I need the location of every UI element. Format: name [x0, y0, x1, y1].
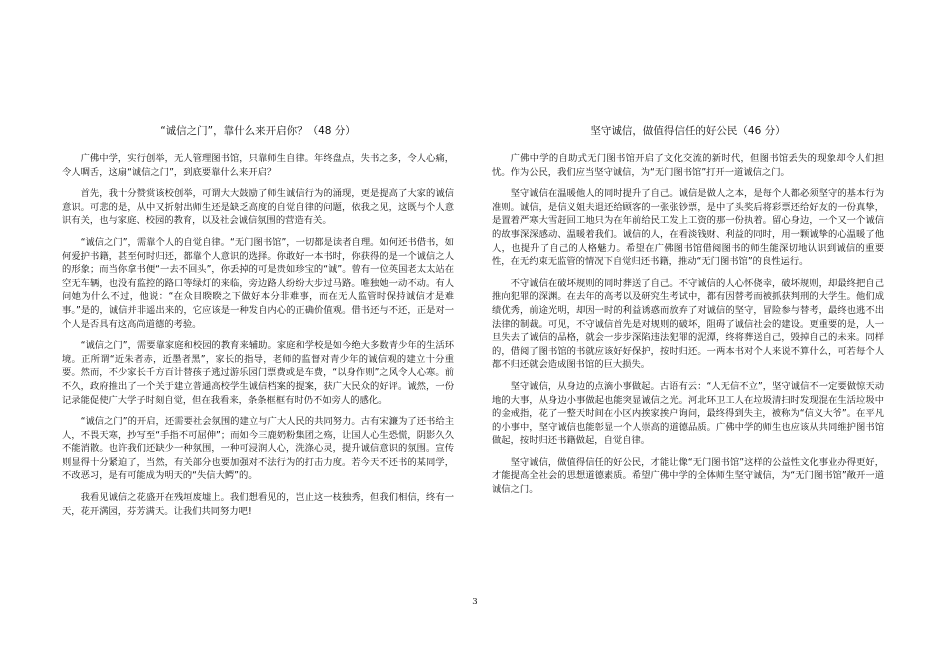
right-essay-title: 坚守诚信，做值得信任的好公民（46 分）: [590, 125, 786, 137]
left-paragraph: 广佛中学，实行创举，无人管理图书馆，只靠师生自律。年终盘点，失书之多，令人心痛，令人啁舌，这扇“诚信之门”，到底要靠什么来开启？: [62, 153, 454, 178]
left-paragraph: 首先，我十分赞赏该校创举，可谓大大鼓励了师生诚信行为的涌现，更是提高了大家的诚信意识。可悲的是，从中又折射出师生还是缺乏高度的自觉自律的问题，依我之见，这既与个人意识有关，也与家庭、校园的教育，以及社会诚信氛围的营造有关。: [62, 188, 454, 227]
right-paragraph: 坚守诚信在温暖他人的同时提升了自己。诚信是做人之本，是每个人都必须坚守的基本行为准则。诚信，是信义姐夫退还给顾客的一张张钞票，是中了头奖后将彩票还给好友的一份真挚，是置着严寒大雪赶回工地只为在年前给民工发上工资的那一份执着。留心身边，一个又一个诚信的故事深深感动、温暖着我们。诚信的人，在看淡钱财、利益的同时，用一颗诚挚的心温暖了他人，也提升了自己的人格魅力。希望在广佛图书馆借阅图书的师生能深切地认识到诚信的重要性，在无约束无监管的情况下自觉归还书籍，推动“无门图书馆”的良性运行。: [492, 188, 884, 268]
right-paragraph: 不守诚信在破坏规则的同时葬送了自己。不守诚信的人心怀侥幸，破坏规则，却最终把自己推向犯罪的深渊。在去年的高考以及研究生考试中，都有因替考而被抓获判刑的大学生。他们成绩优秀，前途光明，却因一时的利益诱惑而放弃了对诚信的坚守，冒险参与替考，最终也逃不出法律的制裁。可见，不守诚信首先是对规则的破坏，阻碍了诚信社会的建设。更重要的是，人一旦失去了诚信的品格，就会一步步深陷违法犯罪的泥潭，终将葬送自己，毁掉自己的未来。同样的，借阅了图书馆的书就应该好好保护，按时归还。一两本书对个人来说不算什么，可若每个人都不归还就会造成图书馆的巨大损失。: [492, 277, 884, 371]
right-essay: [492, 124, 884, 505]
right-paragraph: 坚守诚信，做值得信任的好公民，才能让像“无门图书馆”这样的公益性文化事业办得更好，才能提高全社会的思想道德素质。希望广佛中学的全体师生坚守诚信，为“无门图书馆”敞开一道诚信之门。: [492, 456, 884, 496]
left-essay-title: “诚信之门”，靠什么来开启你？（48 分）: [160, 125, 356, 137]
left-paragraph: “诚信之门”的开启，还需要社会氛围的建立与广大人民的共同努力。古有宋濂为了还书给主人，不畏天寒，抄写至“手指不可屈伸”；而如今三鹿奶粉集团之殇，让国人心生恐慌，阴影久久不能消散。也许我们还缺少一种氛围，一种可浸润人心，洗涤心灵，提升诚信意识的氛围。宣传则显得十分紧迫了，当然，有关部分也要加强对不法行为的打击力度。若今天不还书的某同学，不改恶习，是有可能成为明天的“失信大鳄”的。: [62, 416, 454, 482]
left-essay: [62, 124, 454, 526]
left-paragraph: 我看见诚信之花盛开在残垣废墟上。我们想看见的，岂止这一枝独秀，但我们相信，终有一天，花开满园，芬芳满天。让我们共同努力吧!: [62, 492, 454, 517]
page-number: 3: [472, 597, 478, 607]
right-paragraph: 广佛中学的自助式无门图书馆开启了文化交流的新时代，但图书馆丢失的现象却令人们担忧。作为公民，我们应当坚守诚信，为“无门图书馆”打开一道诚信之门。: [492, 153, 884, 178]
left-paragraph: “诚信之门”，需靠个人的自觉自律。“无门图书馆”，一切都是读者自理。如何还书借书，如何爱护书籍，甚至何时归还，都靠个人意识的选择。你敢好一本书时，你获得的是一个诚信之人的形象；而当你拿书便“一去不回头”，你丢掉的可是贵如珍宝的“诚”。曾有一位英国老太太站在空无车辆，也没有监控的路口等绿灯的来临，旁边路人纷纷大步过马路。唯独她一动不动。有人问她为什么不过，他说：“在众目睽睽之下做好本分非难事，而在无人监管时保持诚信才是难事。”是的，诚信并非遥出来的，它应该是一种发自内心的正确价值观。借书还与不还，正是对一个人是否具有这高尚道德的考验。: [62, 236, 454, 330]
left-paragraph: “诚信之门”，需要靠家庭和校园的教育来辅助。家庭和学校是如今绝大多数青少年的生活环境。正所谓“近朱者赤，近墨者黑”，家长的指导，老师的监督对青少年的诚信观的建立十分重要。然而，不少家长千方百计替孩子逃过游乐园门票费或是车费，“以身作则”之风令人心寒。前不久，政府推出了一个关于建立普通高校学生诚信档案的提案，获广大民众的好评。诚然，一份记录能促使广大学子时刻自觉，但在我看来，条条框框有时仍不如旁人的感化。: [62, 340, 454, 406]
right-paragraph: 坚守诚信，从身边的点滴小事做起。古语有云：“人无信不立”，坚守诚信不一定要做惊天动地的大事，从身边小事做起也能突显诚信之光。河北环卫工人在垃圾清扫时发现混在生活垃圾中的金戒指，花了一整天时间在小区内挨家挨户询问，最终得到失主，被称为“信义大爷”。在平凡的小事中，坚守诚信也能彰显一个人崇高的道德品质。广佛中学的师生也应该从共同维护图书馆做起，按时归还书籍做起，自觉自律。: [492, 380, 884, 447]
